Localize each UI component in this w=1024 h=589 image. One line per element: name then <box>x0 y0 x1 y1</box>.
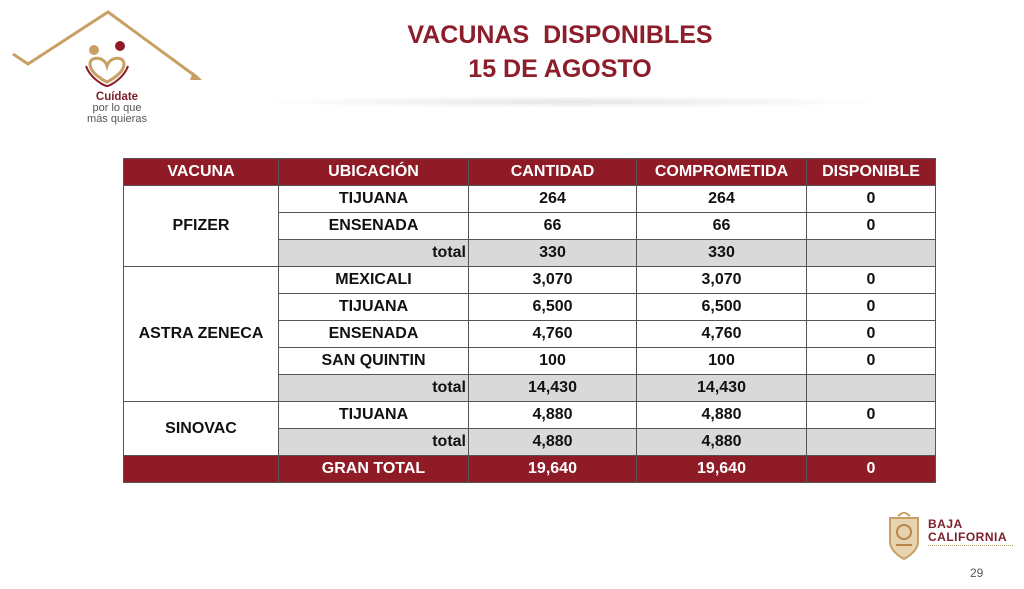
header-vacuna: VACUNA <box>124 159 279 186</box>
total-disponible-empty <box>807 240 936 267</box>
brand-subline <box>928 545 1013 548</box>
grand-total-disponible: 0 <box>807 456 936 483</box>
baja-california-logo <box>884 510 1019 565</box>
header-comprometida: COMPROMETIDA <box>637 159 807 186</box>
total-label: total <box>279 240 469 267</box>
comprometida-cell: 4,760 <box>637 321 807 348</box>
logo-tagline <box>72 92 162 125</box>
comprometida-cell: 66 <box>637 213 807 240</box>
disponible-cell: 0 <box>807 321 936 348</box>
vaccine-name: ASTRA ZENECA <box>124 267 279 402</box>
disponible-cell: 0 <box>807 294 936 321</box>
vaccine-table <box>123 158 936 483</box>
total-comprometida: 14,430 <box>637 375 807 402</box>
location-cell: MEXICALI <box>279 267 469 294</box>
comprometida-cell: 100 <box>637 348 807 375</box>
location-cell: ENSENADA <box>279 321 469 348</box>
title-line-2: 15 DE AGOSTO <box>468 55 652 83</box>
cantidad-cell: 100 <box>469 348 637 375</box>
disponible-cell: 0 <box>807 348 936 375</box>
grand-total-comprometida: 19,640 <box>637 456 807 483</box>
vaccine-name: PFIZER <box>124 186 279 267</box>
cantidad-cell: 66 <box>469 213 637 240</box>
total-disponible-empty <box>807 429 936 456</box>
location-cell: SAN QUINTIN <box>279 348 469 375</box>
header-ubicacion: UBICACIÓN <box>279 159 469 186</box>
table-row <box>124 186 936 213</box>
cantidad-cell: 264 <box>469 186 637 213</box>
header-disponible: DISPONIBLE <box>807 159 936 186</box>
total-disponible-empty <box>807 375 936 402</box>
cantidad-cell: 6,500 <box>469 294 637 321</box>
location-cell: TIJUANA <box>279 186 469 213</box>
title-line-1: VACUNAS DISPONIBLES <box>407 21 713 49</box>
grand-total-row <box>124 456 936 483</box>
location-cell: TIJUANA <box>279 294 469 321</box>
comprometida-cell: 3,070 <box>637 267 807 294</box>
total-label: total <box>279 375 469 402</box>
location-cell: ENSENADA <box>279 213 469 240</box>
title-underline-shadow <box>250 96 890 108</box>
cantidad-cell: 4,880 <box>469 402 637 429</box>
brand-line-1: BAJA <box>928 517 963 531</box>
grand-total-cantidad: 19,640 <box>469 456 637 483</box>
total-cantidad: 4,880 <box>469 429 637 456</box>
grand-total-label: GRAN TOTAL <box>279 456 469 483</box>
logo-line-3: más quieras <box>87 113 147 125</box>
logo-line-1: Cuídate <box>95 91 139 103</box>
header-cantidad: CANTIDAD <box>469 159 637 186</box>
total-label: total <box>279 429 469 456</box>
disponible-cell: 0 <box>807 267 936 294</box>
page-number: 29 <box>970 566 984 580</box>
campaign-logo <box>10 8 205 123</box>
disponible-cell: 0 <box>807 186 936 213</box>
table-header-row <box>124 159 936 186</box>
brand-text <box>928 518 1007 544</box>
brand-line-2: CALIFORNIA <box>928 530 1007 544</box>
cantidad-cell: 4,760 <box>469 321 637 348</box>
table-row <box>124 402 936 429</box>
grand-total-empty <box>124 456 279 483</box>
state-seal-icon <box>884 512 924 562</box>
vaccine-name: SINOVAC <box>124 402 279 456</box>
table-row <box>124 267 936 294</box>
comprometida-cell: 4,880 <box>637 402 807 429</box>
total-cantidad: 14,430 <box>469 375 637 402</box>
cantidad-cell: 3,070 <box>469 267 637 294</box>
total-comprometida: 4,880 <box>637 429 807 456</box>
disponible-cell: 0 <box>807 402 936 429</box>
comprometida-cell: 6,500 <box>637 294 807 321</box>
page-title <box>300 18 820 86</box>
comprometida-cell: 264 <box>637 186 807 213</box>
location-cell: TIJUANA <box>279 402 469 429</box>
total-cantidad: 330 <box>469 240 637 267</box>
disponible-cell: 0 <box>807 213 936 240</box>
logo-line-2: por lo que <box>92 102 142 114</box>
total-comprometida: 330 <box>637 240 807 267</box>
